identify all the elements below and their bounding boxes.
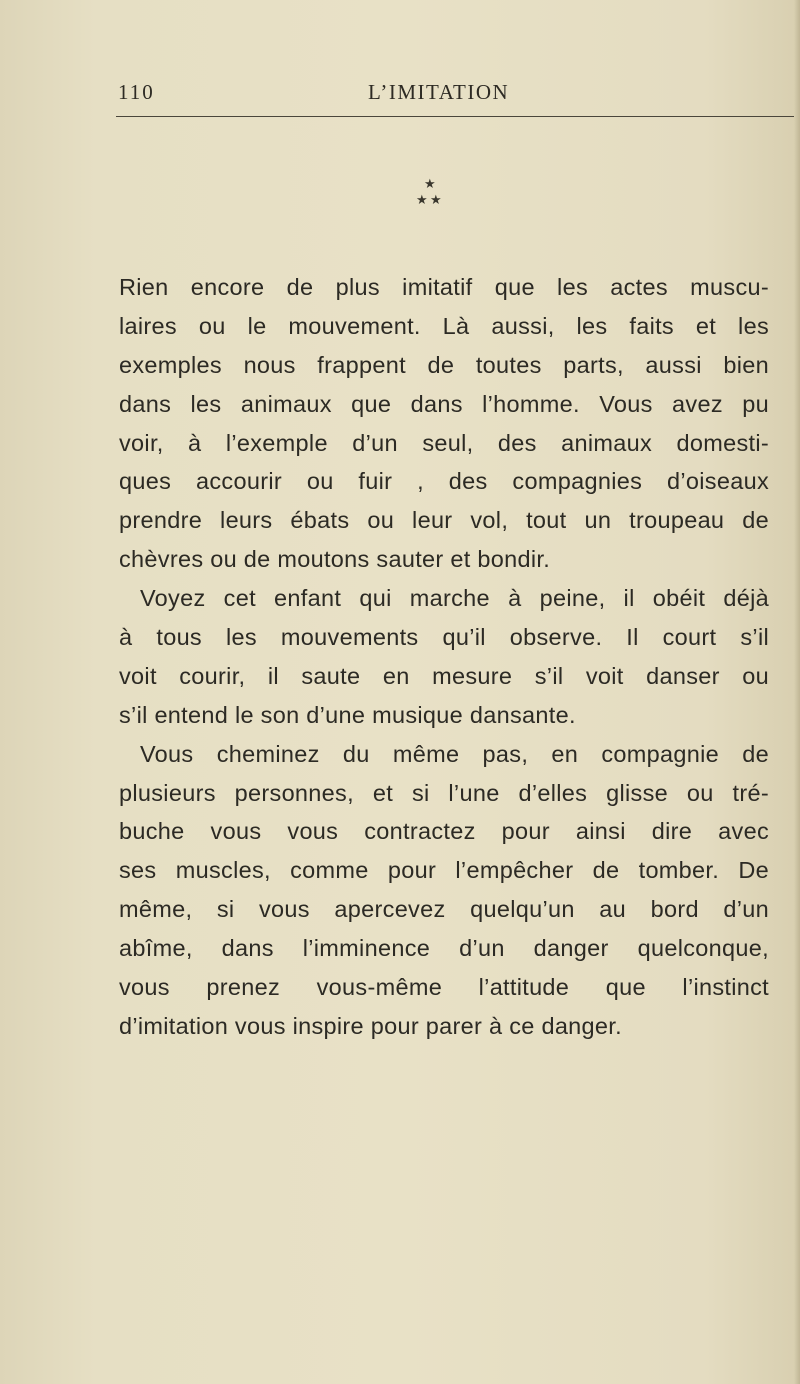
star-icon: ★	[430, 193, 442, 208]
asterism-ornament	[416, 178, 456, 218]
text-line: Vous cheminez du même pas, en compagnie de	[140, 740, 769, 767]
text-line: Voyez cet enfant qui marche à peine, il obéit déjà	[140, 585, 769, 612]
text-line: voir, à l’exemple d’un seul, des animaux domesti-	[119, 429, 769, 456]
text-line: d’imitation vous inspire pour parer à ce danger.	[119, 1012, 622, 1039]
header-rule	[116, 116, 794, 117]
page-edge-shadow	[794, 0, 800, 1384]
body-text	[119, 268, 769, 1046]
text-line: ques accourir ou fuir , des compagnies d’oiseaux	[119, 468, 769, 495]
text-line: abîme, dans l’imminence d’un danger quelconque,	[119, 935, 769, 962]
running-head	[118, 80, 794, 110]
text-line: dans les animaux que dans l’homme. Vous avez pu	[119, 390, 769, 417]
text-line: laires ou le mouvement. Là aussi, les faits et les	[119, 312, 769, 339]
running-title: L’IMITATION	[368, 80, 510, 104]
text-line: exemples nous frappent de toutes parts, aussi bien	[119, 351, 769, 378]
star-icon: ★	[424, 177, 436, 192]
text-line: voit courir, il saute en mesure s’il voit danser ou	[119, 662, 769, 689]
text-line: prendre leurs ébats ou leur vol, tout un troupeau de	[119, 507, 769, 534]
text-line: buche vous vous contractez pour ainsi dire avec	[119, 818, 769, 845]
page-number: 110	[118, 80, 155, 104]
text-line: vous prenez vous-même l’attitude que l’instinct	[119, 974, 769, 1001]
text-line: Rien encore de plus imitatif que les actes muscu-	[119, 274, 769, 300]
text-line: plusieurs personnes, et si l’une d’elles glisse ou tré-	[119, 779, 769, 806]
text-line: même, si vous apercevez quelqu’un au bord d’un	[119, 896, 769, 923]
text-line: s’il entend le son d’une musique dansante.	[119, 701, 576, 728]
text-line: chèvres ou de moutons sauter et bondir.	[119, 546, 551, 573]
star-icon: ★	[416, 193, 428, 208]
text-line: ses muscles, comme pour l’empêcher de tomber. De	[119, 857, 769, 884]
text-line: à tous les mouvements qu’il observe. Il court s’il	[119, 624, 769, 651]
